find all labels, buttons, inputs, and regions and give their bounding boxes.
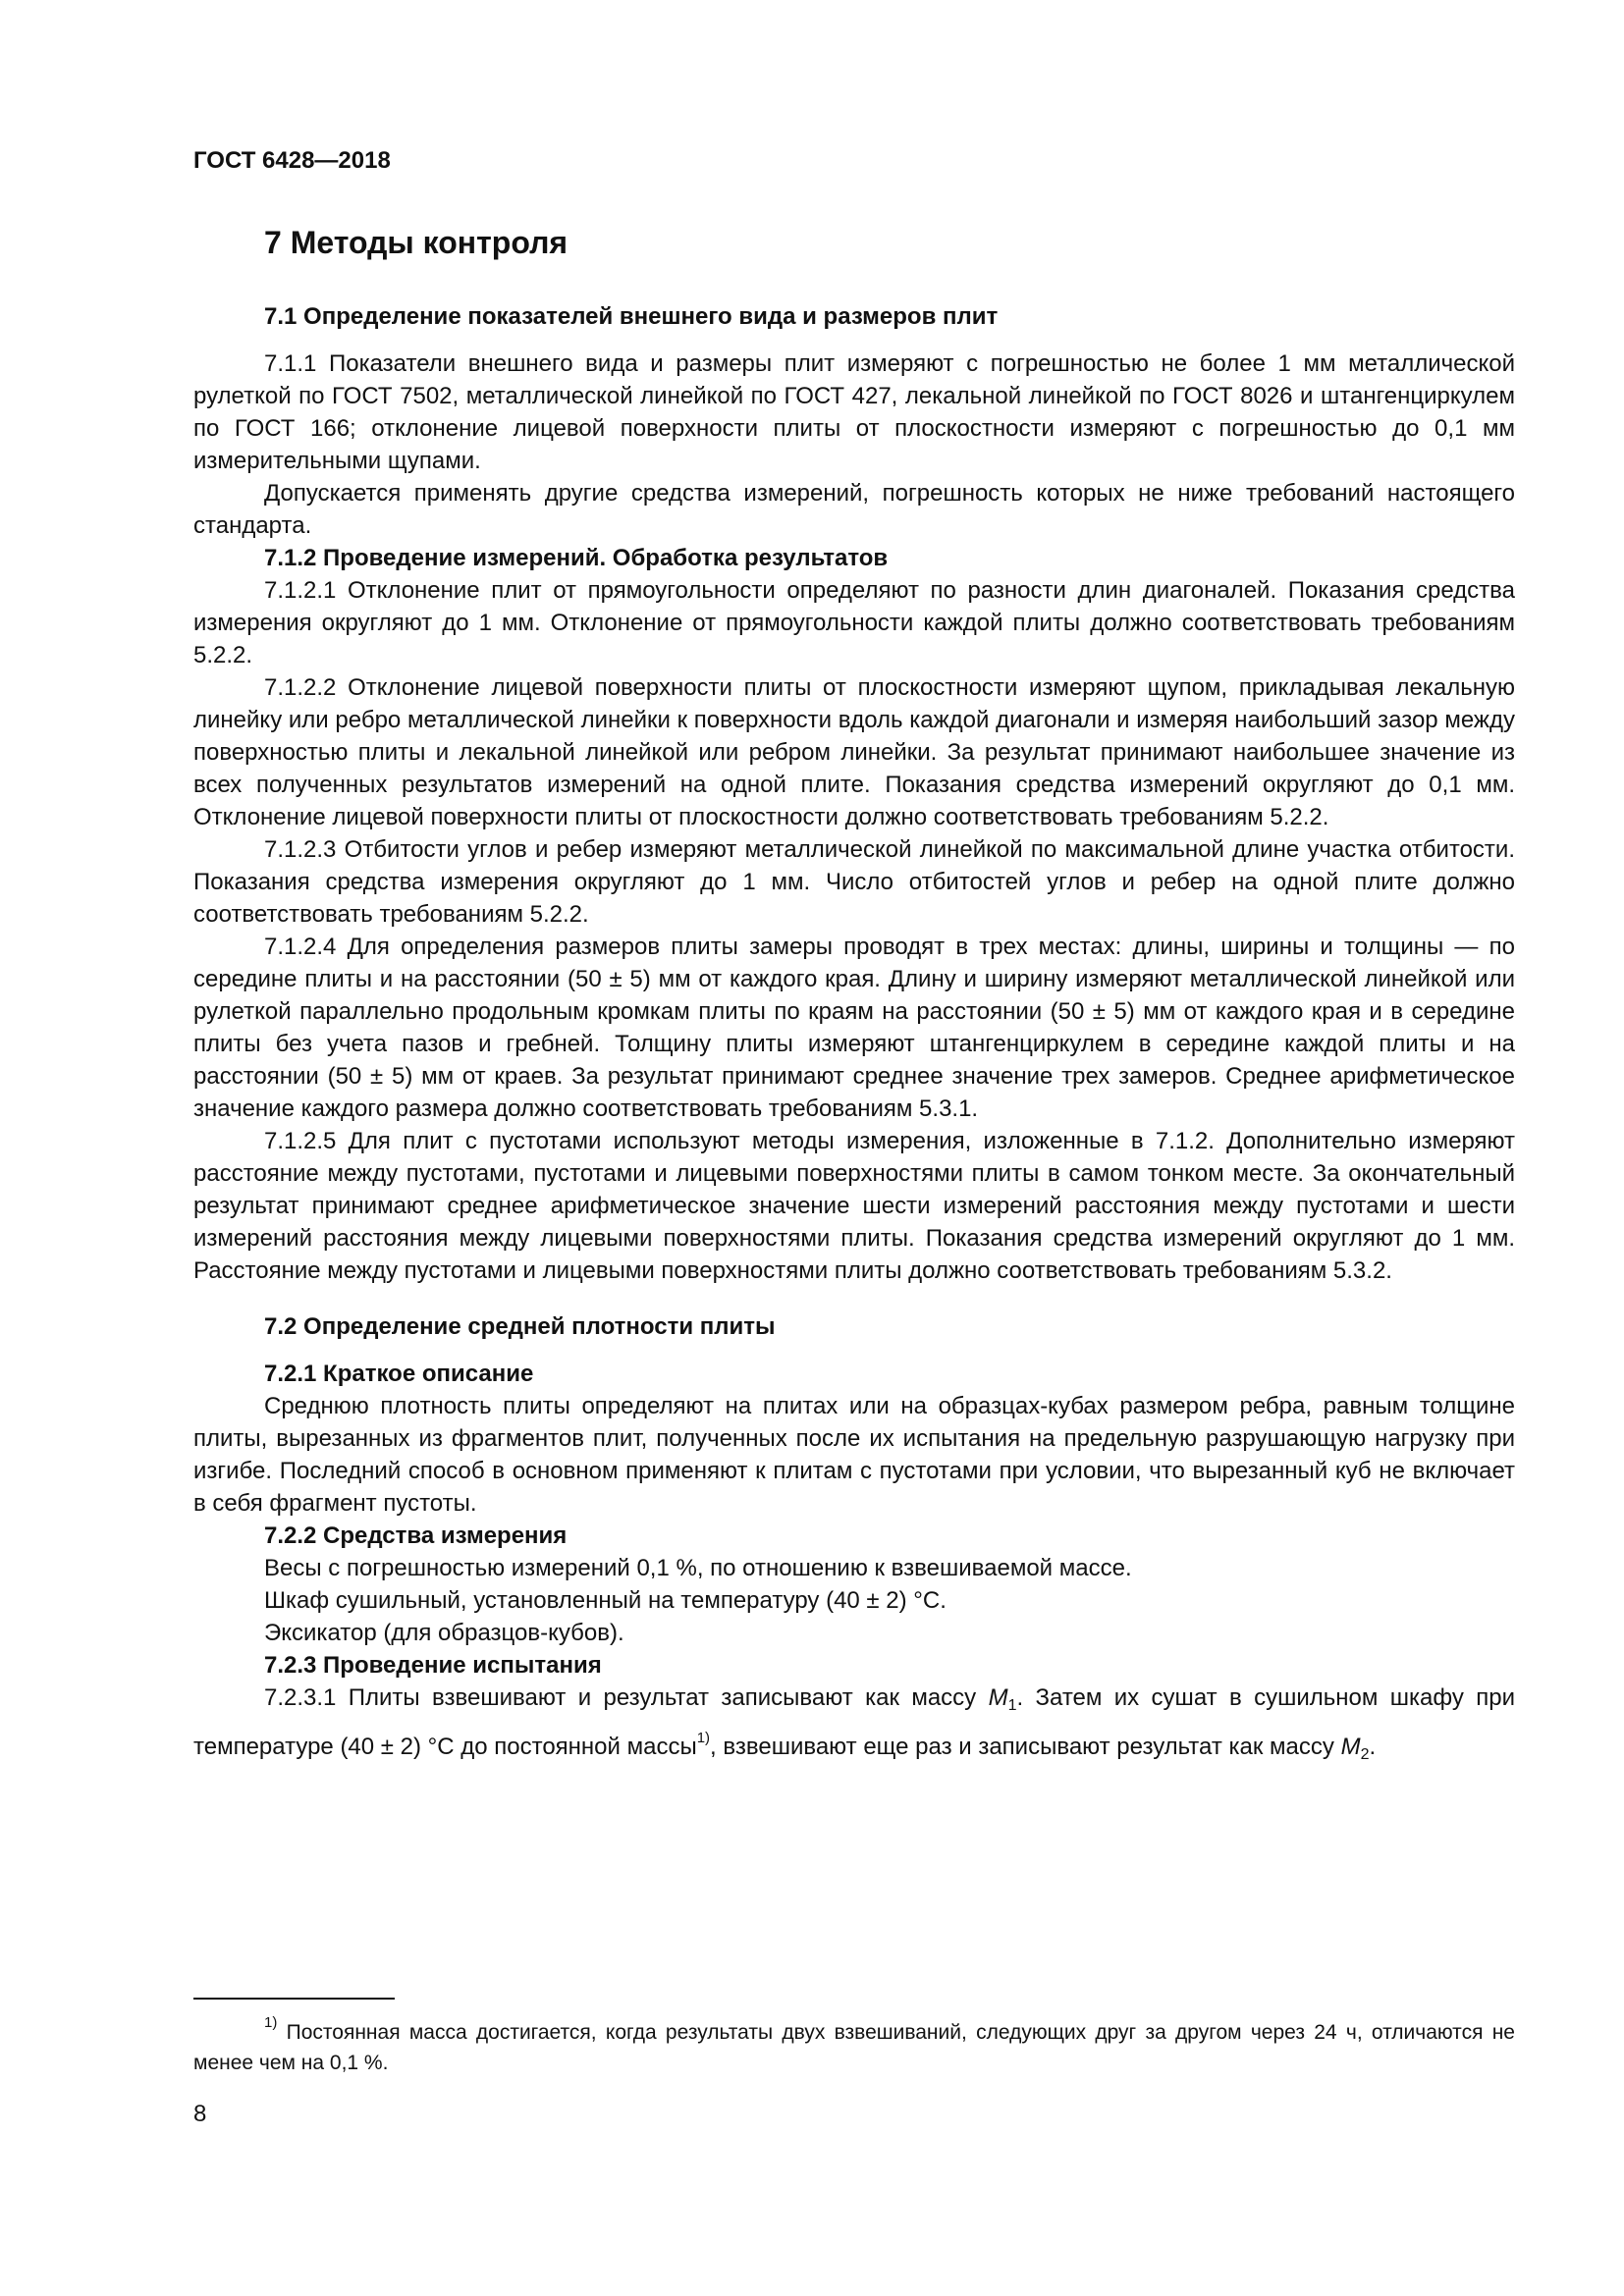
page-number: 8 bbox=[193, 2101, 207, 2127]
paragraph-7-1-2-2: 7.1.2.2 Отклонение лицевой поверхности плиты от плоскостности измеряют щупом, прикладывая лекальную линейку или ребро металлической линейки к поверхности вдоль каждой диагонали и измеряя наибольший зазор между поверхностью плиты и лекальной линейкой или ребром линейки. За результат принимают наибольшее значение из всех полученных результатов измерений на одной плите. Показания средства измерений округляют до 0,1 мм. Отклонение лицевой поверхности плиты от плоскостности должно соответствовать требованиям 5.2.2. bbox=[193, 674, 1515, 830]
mass-m1-symbol: M bbox=[988, 1684, 1008, 1711]
mass-m2-symbol: M bbox=[1340, 1734, 1361, 1760]
footnote-ref: 1) bbox=[696, 1730, 711, 1746]
paragraph-7-1-2-3: 7.1.2.3 Отбитости углов и ребер измеряют металлической линейкой по максимальной длине участка отбитости. Показания средства измерения округляют до 1 мм. Число отбитостей углов и ребер на одной плите должно соответствовать требованиям 5.2.2. bbox=[193, 836, 1515, 928]
footnote-divider bbox=[193, 1998, 395, 2000]
text-span: . bbox=[1369, 1734, 1377, 1760]
paragraph-7-1-2-1: 7.1.2.1 Отклонение плит от прямоугольности определяют по разности длин диагоналей. Показания средства измерения округляют до 1 мм. Отклонение от прямоугольности каждой плиты должно соответствовать требованиям 5.2.2. bbox=[193, 577, 1515, 668]
equipment-scales: Весы с погрешностью измерений 0,1 %, по отношению к взвешиваемой массе. bbox=[264, 1555, 1132, 1581]
text-span: , взвешивают еще раз и записывают результат как массу bbox=[710, 1734, 1341, 1760]
equipment-desiccator: Эксикатор (для образцов-кубов). bbox=[264, 1620, 624, 1646]
page-content bbox=[193, 211, 1515, 1771]
paragraph-7-1-1-note: Допускается применять другие средства измерений, погрешность которых не ниже требований настоящего стандарта. bbox=[193, 480, 1515, 539]
paragraph-7-1-1: 7.1.1 Показатели внешнего вида и размеры плит измеряют с погрешностью не более 1 мм металлической рулеткой по ГОСТ 7502, металлической линейкой по ГОСТ 427, лекальной линейкой по ГОСТ 8026 и штангенциркулем по ГОСТ 166; отклонение лицевой поверхности плиты от плоскостности измеряют с погрешностью до 0,1 мм измерительными щупами. bbox=[193, 350, 1515, 474]
footnote-mark: 1) bbox=[264, 2014, 278, 2031]
paragraph-7-2-1: Среднюю плотность плиты определяют на плитах или на образцах-кубах размером ребра, равным толщине плиты, вырезанных из фрагментов плит, полученных после их испытания на предельную разрушающую нагрузку при изгибе. Последний способ в основном применяют к плитам с пустотами при условии, что вырезанный куб не включает в себя фрагмент пустоты. bbox=[193, 1393, 1515, 1517]
subsection-7-2-3-title: 7.2.3 Проведение испытания bbox=[264, 1652, 602, 1679]
subsection-7-2-1-title: 7.2.1 Краткое описание bbox=[264, 1361, 534, 1387]
mass-m2-subscript: 2 bbox=[1360, 1746, 1370, 1763]
footnote bbox=[193, 2007, 1515, 2078]
paragraph-7-1-2-4: 7.1.2.4 Для определения размеров плиты замеры проводят в трех местах: длины, ширины и толщины — по середине плиты и на расстоянии (50 ± 5) мм от каждого края. Длину и ширину измеряют металлической линейкой или рулеткой параллельно продольным кромкам плиты по краям на расстоянии (50 ± 5) мм от каждого края и в середине плиты без учета пазов и гребней. Толщину плиты измеряют штангенциркулем в середине каждой плиты и на расстоянии (50 ± 5) мм от краев. За результат принимают среднее значение трех замеров. Среднее арифметическое значение каждого размера должно соответствовать требованиям 5.3.1. bbox=[193, 934, 1515, 1122]
footnote-text: Постоянная масса достигается, когда результаты двух взвешиваний, следующих друг за другом через 24 ч, отличаются не менее чем на 0,1 %. bbox=[193, 2021, 1515, 2074]
text-span: 7.2.3.1 Плиты взвешивают и результат записывают как массу bbox=[264, 1684, 989, 1711]
equipment-oven: Шкаф сушильный, установленный на температуру (40 ± 2) °С. bbox=[264, 1587, 947, 1614]
paragraph-7-1-2-5: 7.1.2.5 Для плит с пустотами используют методы измерения, изложенные в 7.1.2. Дополнительно измеряют расстояние между пустотами, пустотами и лицевыми поверхностями плиты в самом тонком месте. За окончательный результат принимают среднее арифметическое значение шести измерений расстояния между пустотами и шести измерений расстояния между лицевыми поверхностями плиты. Показания средства измерений округляют до 1 мм. Расстояние между пустотами и лицевыми поверхностями плиты должно соответствовать требованиям 5.3.2. bbox=[193, 1128, 1515, 1284]
paragraph-7-2-3-1 bbox=[193, 1682, 1515, 1771]
document-header: ГОСТ 6428—2018 bbox=[193, 147, 391, 174]
subsection-7-2-2-title: 7.2.2 Средства измерения bbox=[264, 1522, 568, 1549]
section-title: 7 Методы контроля bbox=[264, 225, 568, 260]
mass-m1-subscript: 1 bbox=[1007, 1697, 1017, 1714]
subsection-7-1-title: 7.1 Определение показателей внешнего вида и размеров плит bbox=[264, 303, 999, 330]
subsection-7-1-2-title: 7.1.2 Проведение измерений. Обработка результатов bbox=[264, 545, 889, 571]
text-span: . Затем их сушат в сушильном шкафу при температуре (40 ± 2) °С до постоянной массы bbox=[193, 1684, 1516, 1760]
subsection-7-2-title: 7.2 Определение средней плотности плиты bbox=[264, 1313, 776, 1340]
